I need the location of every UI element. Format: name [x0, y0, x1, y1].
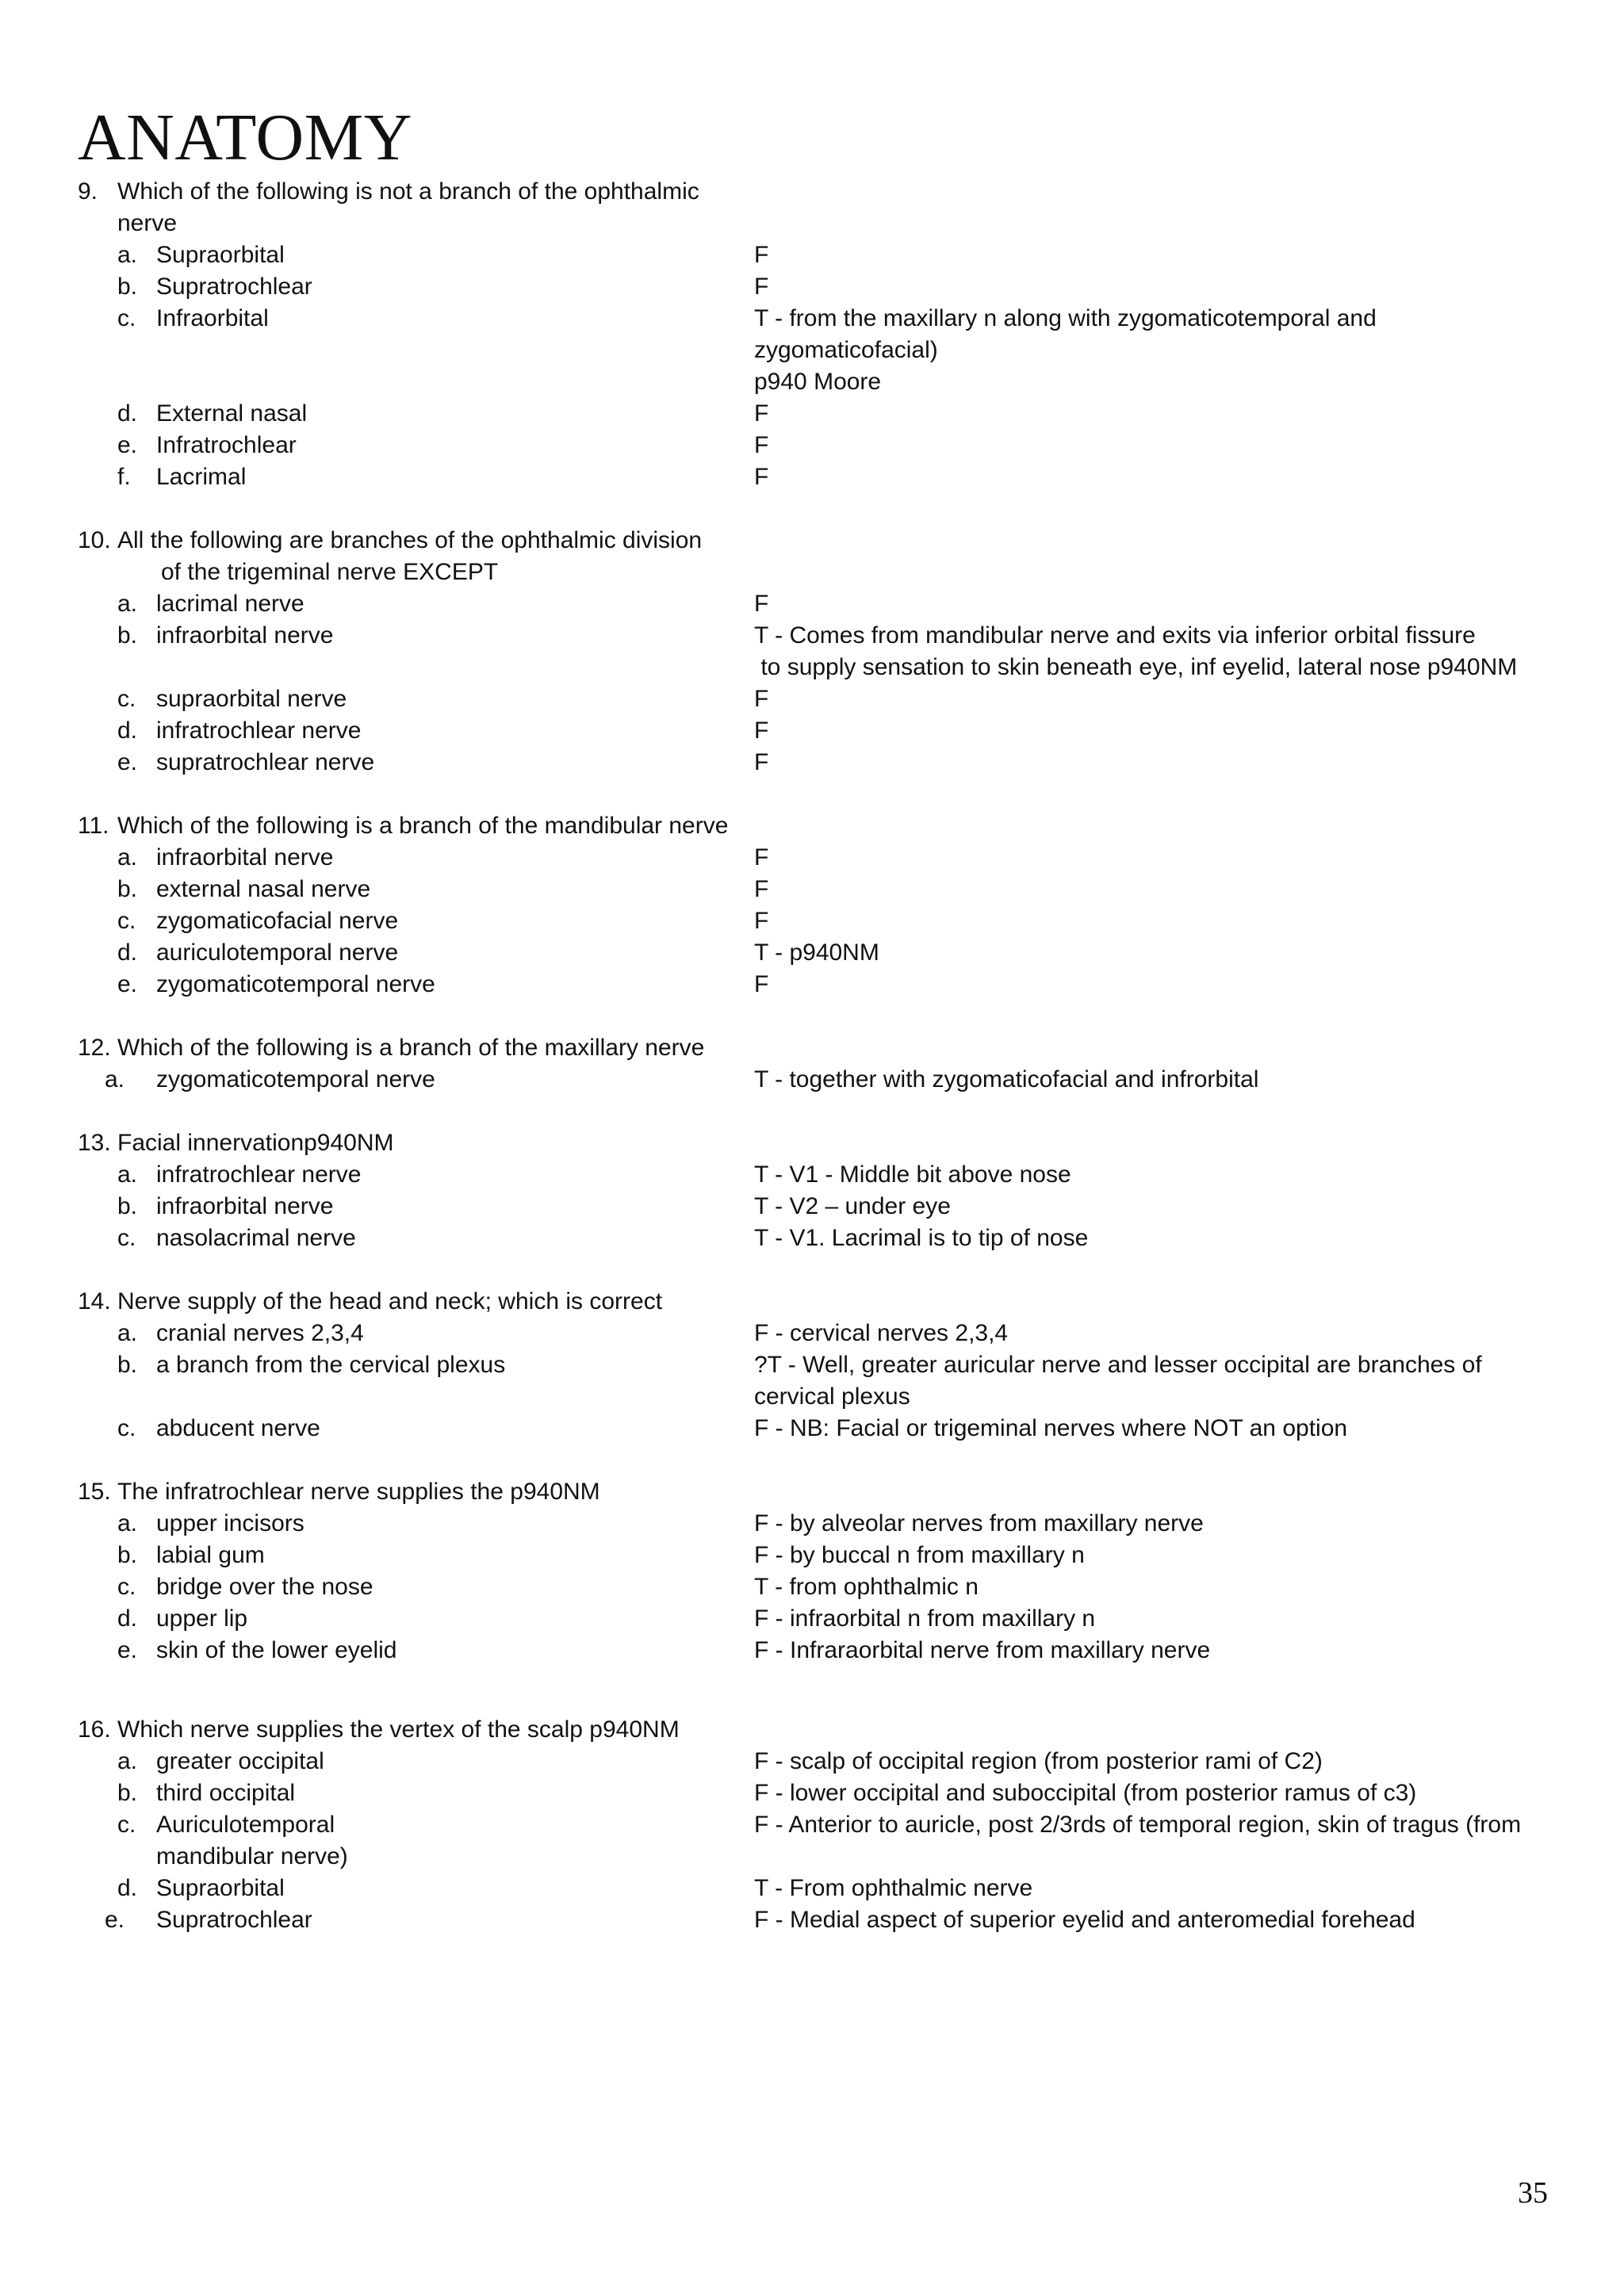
option-text: bridge over the nose	[156, 1574, 373, 1600]
option-text: auriculotemporal nerve	[156, 939, 399, 966]
option-letter: a.	[117, 1320, 138, 1346]
option-answer: F	[754, 464, 769, 490]
option-row	[78, 1159, 1561, 1191]
option-letter: e.	[117, 971, 138, 997]
option-answer: T - V2 – under eye	[754, 1193, 951, 1219]
option-letter: e.	[105, 1907, 125, 1933]
option-answer: F	[754, 876, 769, 902]
option-answer: T - p940NM	[754, 939, 879, 966]
option-text: supratrochlear nerve	[156, 749, 375, 775]
option-answer: F - scalp of occipital region (from posterior rami of C2)	[754, 1748, 1323, 1774]
option-answer: F	[754, 242, 769, 268]
option-answer-continued: to supply sensation to skin beneath eye, inf eyelid, lateral nose p940NM	[754, 654, 1518, 680]
option-letter: e.	[117, 749, 138, 775]
question-text: Nerve supply of the head and neck; which is correct	[117, 1288, 663, 1314]
option-row	[78, 1635, 1561, 1667]
option-answer: T - from the maxillary n along with zygomaticotemporal and zygomaticofacial)	[754, 305, 1377, 363]
option-text: nasolacrimal nerve	[156, 1225, 356, 1251]
question-text: Which of the following is not a branch of the ophthalmic nerve	[117, 178, 699, 236]
option-row	[78, 588, 1561, 620]
question-text: Which nerve supplies the vertex of the scalp p940NM	[117, 1716, 680, 1743]
option-row	[78, 461, 1561, 493]
option-text: Auriculotemporal	[156, 1812, 335, 1838]
option-answer: F - by buccal n from maxillary n	[754, 1542, 1085, 1568]
option-text: upper incisors	[156, 1510, 304, 1536]
option-text: third occipital	[156, 1780, 296, 1806]
option-row	[78, 398, 1561, 430]
option-answer: T - together with zygomaticofacial and infrorbital	[754, 1066, 1259, 1093]
option-answer: F - Medial aspect of superior eyelid and anteromedial forehead	[754, 1907, 1415, 1933]
option-letter: b.	[117, 274, 138, 300]
option-row	[78, 1540, 1561, 1571]
option-text: abducent nerve	[156, 1415, 320, 1441]
option-answer: F	[754, 274, 769, 300]
option-letter: e.	[117, 1637, 138, 1663]
question-14	[78, 1286, 1561, 1445]
option-row	[78, 842, 1561, 874]
option-answer: F - NB: Facial or trigeminal nerves where NOT an option	[754, 1415, 1348, 1441]
option-answer-continued: cervical plexus	[754, 1383, 910, 1410]
option-row	[78, 1508, 1561, 1540]
option-text: labial gum	[156, 1542, 265, 1568]
option-row	[78, 1873, 1561, 1904]
option-text: zygomaticofacial nerve	[156, 908, 399, 934]
option-row	[78, 905, 1561, 937]
option-row	[78, 1413, 1561, 1445]
option-answer-block	[754, 303, 1531, 398]
option-answer-block	[754, 1349, 1531, 1413]
option-answer: F	[754, 400, 769, 427]
question-text: Facial innervationp940NM	[117, 1130, 394, 1156]
option-text: infratrochlear nerve	[156, 1161, 362, 1188]
option-text: skin of the lower eyelid	[156, 1637, 397, 1663]
question-16	[78, 1714, 1561, 1936]
option-answer: F	[754, 749, 769, 775]
option-text: a branch from the cervical plexus	[156, 1352, 506, 1378]
option-row	[78, 1318, 1561, 1349]
question-11	[78, 810, 1561, 1001]
option-letter: c.	[117, 1812, 136, 1838]
option-row	[78, 620, 1561, 683]
option-letter: b.	[117, 1193, 138, 1219]
option-text: Lacrimal	[156, 464, 247, 490]
option-answer: F - infraorbital n from maxillary n	[754, 1605, 1096, 1632]
option-text: zygomaticotemporal nerve	[156, 1066, 435, 1093]
option-row	[78, 1223, 1561, 1254]
option-text: cranial nerves 2,3,4	[156, 1320, 364, 1346]
option-answer: T - V1. Lacrimal is to tip of nose	[754, 1225, 1089, 1251]
option-answer: T - from ophthalmic n	[754, 1574, 979, 1600]
option-letter: a.	[117, 242, 138, 268]
option-row	[78, 1349, 1561, 1413]
question-text: Which of the following is a branch of the maxillary nerve	[117, 1035, 705, 1061]
option-letter: c.	[117, 686, 136, 712]
option-row	[78, 1064, 1561, 1096]
option-text: lacrimal nerve	[156, 591, 304, 617]
question-text: The infratrochlear nerve supplies the p940NM	[117, 1479, 600, 1505]
option-answer: F - Anterior to auricle, post 2/3rds of temporal region, skin of tragus (from	[754, 1812, 1522, 1838]
option-answer: T - From ophthalmic nerve	[754, 1875, 1033, 1901]
option-row	[78, 1191, 1561, 1223]
option-letter: e.	[117, 432, 138, 458]
option-row	[78, 969, 1561, 1001]
question-number: 12.	[78, 1035, 111, 1061]
option-letter: a.	[117, 591, 138, 617]
question-text: Which of the following is a branch of the mandibular nerve	[117, 813, 729, 839]
option-text: Infraorbital	[156, 305, 269, 331]
option-text: infratrochlear nerve	[156, 718, 362, 744]
option-text: Supratrochlear	[156, 1907, 312, 1933]
option-row	[78, 1809, 1561, 1873]
option-letter: c.	[117, 1574, 136, 1600]
option-letter: b.	[117, 1780, 138, 1806]
question-number: 15.	[78, 1479, 111, 1505]
option-letter: d.	[117, 1875, 138, 1901]
option-answer: F	[754, 718, 769, 744]
option-letter: b.	[117, 1352, 138, 1378]
option-letter: c.	[117, 1225, 136, 1251]
option-text: upper lip	[156, 1605, 248, 1632]
option-text: infraorbital nerve	[156, 844, 334, 871]
option-letter: d.	[117, 1605, 138, 1632]
option-letter: a.	[117, 844, 138, 871]
option-row	[78, 430, 1561, 461]
option-row	[78, 874, 1561, 905]
option-answer: F	[754, 686, 769, 712]
question-text-continued: of the trigeminal nerve EXCEPT	[161, 559, 499, 585]
option-answer: ?T - Well, greater auricular nerve and lesser occipital are branches of	[754, 1352, 1482, 1378]
option-text-continued: mandibular nerve)	[156, 1843, 348, 1869]
option-answer: F	[754, 971, 769, 997]
option-letter: c.	[117, 305, 136, 331]
option-row	[78, 747, 1561, 779]
option-letter: d.	[117, 400, 138, 427]
option-row	[78, 303, 1561, 398]
option-text: zygomaticotemporal nerve	[156, 971, 435, 997]
option-answer: F	[754, 591, 769, 617]
option-letter: c.	[117, 1415, 136, 1441]
question-number: 16.	[78, 1716, 111, 1743]
question-number: 13.	[78, 1130, 111, 1156]
option-row	[78, 239, 1561, 271]
option-answer: F	[754, 432, 769, 458]
option-row	[78, 1777, 1561, 1809]
option-letter: b.	[117, 1542, 138, 1568]
option-text: Supratrochlear	[156, 274, 312, 300]
option-answer: T - V1 - Middle bit above nose	[754, 1161, 1071, 1188]
option-letter: d.	[117, 939, 138, 966]
question-number: 14.	[78, 1288, 111, 1314]
option-letter: c.	[117, 908, 136, 934]
option-text: infraorbital nerve	[156, 1193, 334, 1219]
option-answer: F - lower occipital and suboccipital (from posterior ramus of c3)	[754, 1780, 1417, 1806]
option-answer: F	[754, 844, 769, 871]
option-answer: F	[754, 908, 769, 934]
option-row	[78, 937, 1561, 969]
option-answer: T - Comes from mandibular nerve and exits via inferior orbital fissure	[754, 622, 1476, 649]
option-letter: b.	[117, 622, 138, 649]
option-letter: d.	[117, 718, 138, 744]
option-row	[78, 271, 1561, 303]
option-text: supraorbital nerve	[156, 686, 347, 712]
option-row	[78, 1904, 1561, 1936]
option-answer: F - by alveolar nerves from maxillary nerve	[754, 1510, 1204, 1536]
question-text: All the following are branches of the ophthalmic division	[117, 527, 703, 553]
question-13	[78, 1127, 1561, 1254]
option-text: external nasal nerve	[156, 876, 371, 902]
question-number: 10.	[78, 527, 111, 553]
question-10	[78, 525, 1561, 779]
page-title: ANATOMY	[78, 101, 412, 174]
option-text: greater occipital	[156, 1748, 324, 1774]
option-answer: F - cervical nerves 2,3,4	[754, 1320, 1009, 1346]
option-row	[78, 715, 1561, 747]
question-12	[78, 1032, 1561, 1096]
option-letter: b.	[117, 876, 138, 902]
option-letter: a.	[117, 1161, 138, 1188]
option-letter: a.	[105, 1066, 125, 1093]
option-row	[78, 1603, 1561, 1635]
option-letter: a.	[117, 1510, 138, 1536]
option-text: infraorbital nerve	[156, 622, 334, 649]
option-row	[78, 1571, 1561, 1603]
question-9	[78, 176, 1561, 493]
option-text: Supraorbital	[156, 1875, 285, 1901]
option-text: Infratrochlear	[156, 432, 297, 458]
question-list	[78, 176, 1561, 1968]
question-number: 11.	[78, 813, 109, 839]
option-letter: a.	[117, 1748, 138, 1774]
option-answer-block	[754, 620, 1531, 683]
option-text-block	[156, 1809, 754, 1873]
option-letter: f.	[117, 464, 131, 490]
question-15	[78, 1476, 1561, 1667]
option-row	[78, 1746, 1561, 1777]
option-answer-continued: p940 Moore	[754, 369, 882, 395]
option-text: Supraorbital	[156, 242, 285, 268]
option-text: External nasal	[156, 400, 308, 427]
option-row	[78, 683, 1561, 715]
question-number: 9.	[78, 178, 98, 205]
page-number: 35	[1518, 2176, 1548, 2210]
option-answer: F - Infraraorbital nerve from maxillary nerve	[754, 1637, 1211, 1663]
